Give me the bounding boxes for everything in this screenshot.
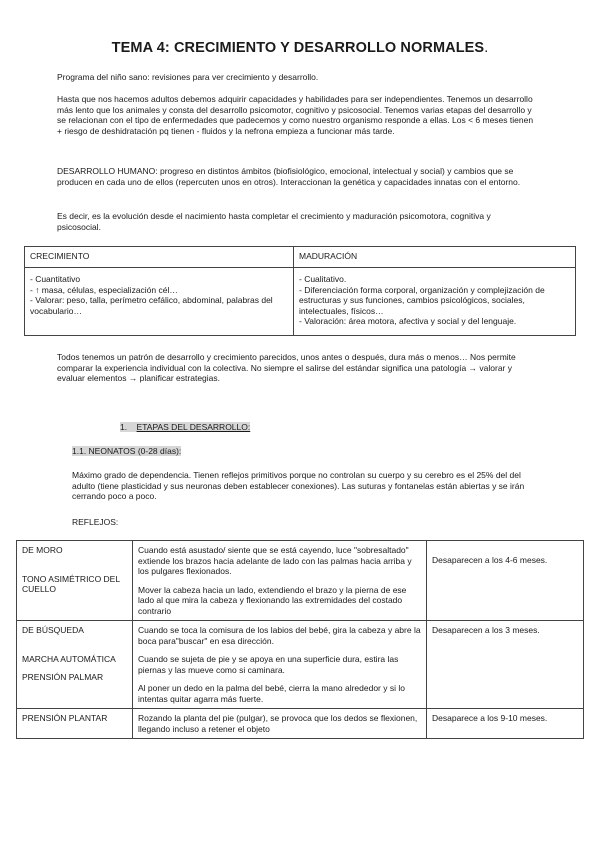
section-heading-neonatos: 1.1. NEONATOS (0-28 días): bbox=[72, 446, 182, 456]
reflex-names: DE MORO TONO ASIMÉTRICO DEL CUELLO bbox=[17, 541, 133, 621]
header-crecimiento: CRECIMIENTO bbox=[25, 247, 294, 268]
reflejos-label: REFLEJOS: bbox=[72, 517, 119, 527]
page-title: TEMA 4: CRECIMIENTO Y DESARROLLO NORMALES. bbox=[111, 40, 489, 56]
reflex-disappear: Desaparecen a los 3 meses. bbox=[427, 621, 584, 709]
paragraph-human-development: DESARROLLO HUMANO: progreso en distintos ámbitos (biofisiológico, emocional, intelectual y social) y cambios que se producen en cada uno de ellos (repercuten unos en otros). Interaccionan la genética y capacidades innatas con el entorno. bbox=[57, 166, 521, 187]
crecimiento-cell: - Cuantitativo - ↑ masa, células, especialización cél… - Valorar: peso, talla, perímetro cefálico, abdominal, palabras del vocabulario… bbox=[25, 268, 294, 336]
reflex-names: PRENSIÓN PLANTAR bbox=[17, 709, 133, 739]
maduracion-cell: - Cualitativo. - Diferenciación forma corporal, organización y complejización de estructuras y sus funciones, cambios psicológicos, sociales, intelectuales, físicos… - Valoración: área motora, afectiva y social y del lenguaje. bbox=[294, 268, 576, 336]
table-row bbox=[17, 541, 584, 621]
reflex-disappear: Desaparece a los 9-10 meses. bbox=[427, 709, 584, 739]
reflexes-table bbox=[16, 540, 584, 739]
paragraph-intro: Programa del niño sano: revisiones para ver crecimiento y desarrollo. bbox=[57, 72, 319, 82]
reflex-descriptions: Rozando la planta del pie (pulgar), se provoca que los dedos se flexionen, llegando incluso a retener el objeto bbox=[133, 709, 427, 739]
table-row bbox=[17, 709, 584, 739]
comparison-table bbox=[24, 246, 576, 336]
reflex-descriptions: Cuando se toca la comisura de los labios del bebé, gira la cabeza y abre la boca para"buscar" en esa dirección. Cuando se sujeta de pie y se apoya en una superficie dura, estira las piernas y las mueve como si caminara. Al poner un dedo en la palma del bebé, cierra la mano alrededor y si lo intentas quitar agarra más fuerte. bbox=[133, 621, 427, 709]
header-maduracion: MADURACIÓN bbox=[294, 247, 576, 268]
section-heading-etapas: 1. ETAPAS DEL DESARROLLO: bbox=[120, 422, 251, 432]
paragraph-definition: Es decir, es la evolución desde el nacimiento hasta completar el crecimiento y maduración psicomotora, cognitiva y psicosocial. bbox=[57, 211, 491, 232]
paragraph-development: Hasta que nos hacemos adultos debemos adquirir capacidades y habilidades para ser independientes. Tenemos un desarrollo más lento que los animales y consta del desarrollo psicomotor, cognitivo y psicosocial. Tenemos varias etapas del desarrollo y se relacionan con el tipo de enfermedades que padecemos y como nuestro organismo responde a ellas. Los < 6 meses tienen + riesgo de deshidratación pq tienen - fluidos y la nefrona empieza a funcionar más tarde. bbox=[57, 94, 534, 136]
table-row bbox=[17, 621, 584, 709]
reflex-disappear: Desaparecen a los 4-6 meses. bbox=[427, 541, 584, 621]
reflex-descriptions: Cuando está asustado/ siente que se está cayendo, luce "sobresaltado" extiende los brazos hacia adelante de lado con las palmas hacia arriba y los pulgares flexionados. Mover la cabeza hacia un lado, extendiendo el brazo y la pierna de ese lado al que mira la cabeza y flexionando las extremidades del costado contrario bbox=[133, 541, 427, 621]
reflex-names: DE BÚSQUEDA MARCHA AUTOMÁTICA PRENSIÓN PALMAR bbox=[17, 621, 133, 709]
paragraph-neonatos: Máximo grado de dependencia. Tienen reflejos primitivos porque no controlan su cuerpo y su cerebro es el 25% del del adulto (tiene plasticidad y sus neuronas deben establecer conexiones). Las suturas y fontanelas están abiertas y se irán cerrando poco a poco. bbox=[72, 470, 525, 501]
paragraph-pattern: Todos tenemos un patrón de desarrollo y crecimiento parecidos, unos antes o después, dura más o menos… Nos permite comparar la experiencia individual con la colectiva. No siempre el salirse del estándar significa una patología → valorar y evaluar elementos → planificar estrategias. bbox=[57, 352, 516, 383]
